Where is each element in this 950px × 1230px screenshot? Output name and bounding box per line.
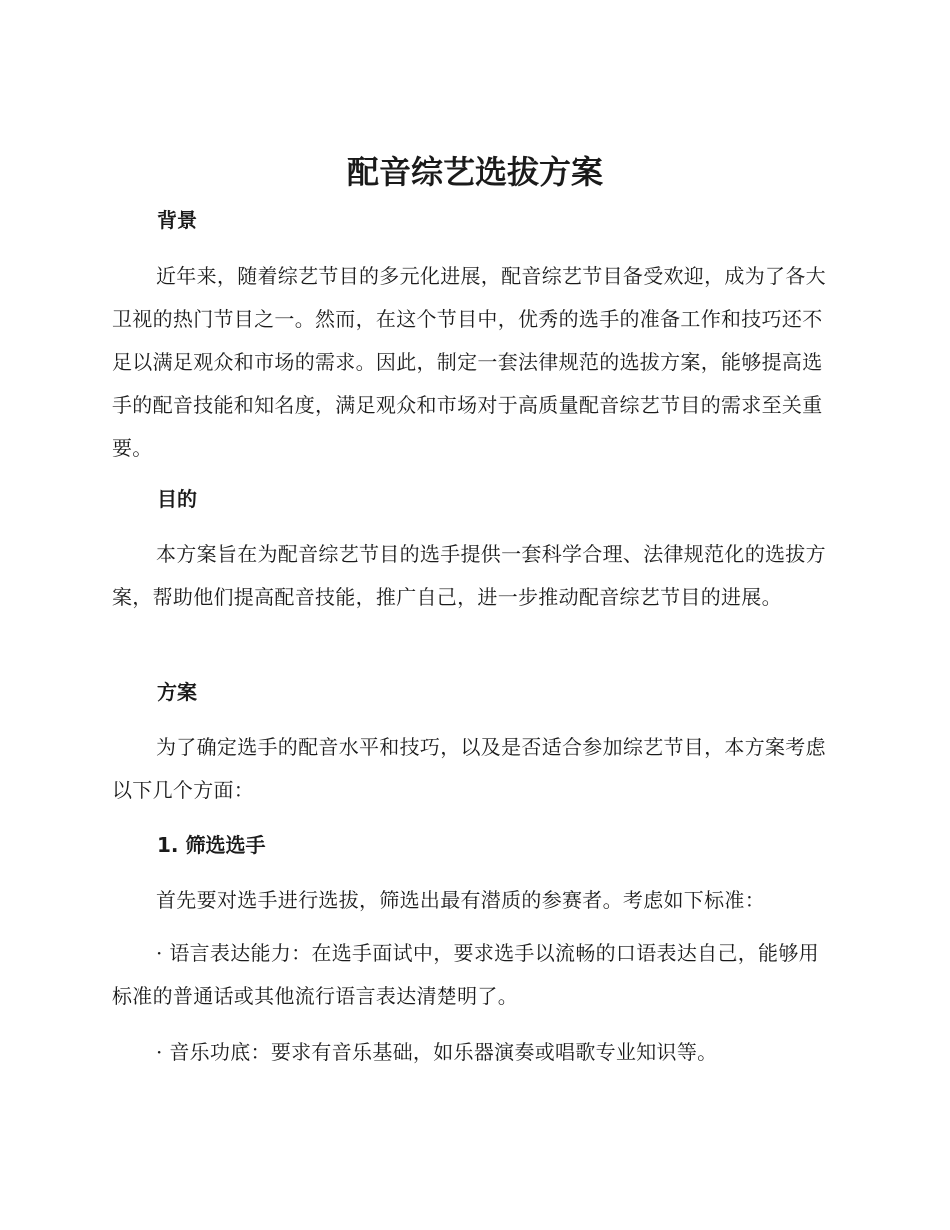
paragraph-background: 近年来，随着综艺节目的多元化进展，配音综艺节目备受欢迎，成为了各大卫视的热门节目之一。然而，在这个节目中，优秀的选手的准备工作和技巧还不足以满足观众和市场的需求。因此，制定一套法律规范的选拔方案，能够提高选手的配音技能和知名度，满足观众和市场对于高质量配音综艺节目的需求至关重要。 [112,264,826,460]
document-title: 配音综艺选拔方案 [346,153,603,191]
paragraph-purpose: 本方案旨在为配音综艺节目的选手提供一套科学合理、法律规范化的选拔方案，帮助他们提高配音技能，推广自己，进一步推动配音综艺节目的进展。 [112,542,826,609]
section-heading-background: 背景 [157,208,197,232]
paragraph-screening-intro: 首先要对选手进行选拔，筛选出最有潜质的参赛者。考虑如下标准： [156,888,765,912]
paragraph-plan: 为了确定选手的配音水平和技巧，以及是否适合参加综艺节目，本方案考虑以下几个方面： [112,735,826,802]
bullet-language-ability: · 语言表达能力：在选手面试中，要求选手以流畅的口语表达自己，能够用标准的普通话或其他流行语言表达清楚明了。 [112,941,819,1008]
section-heading-purpose: 目的 [157,487,197,511]
bullet-music-foundation: · 音乐功底：要求有音乐基础，如乐器演奏或唱歌专业知识等。 [156,1040,718,1064]
section-heading-screening: 1. 筛选选手 [157,833,266,857]
section-heading-plan: 方案 [157,680,197,704]
